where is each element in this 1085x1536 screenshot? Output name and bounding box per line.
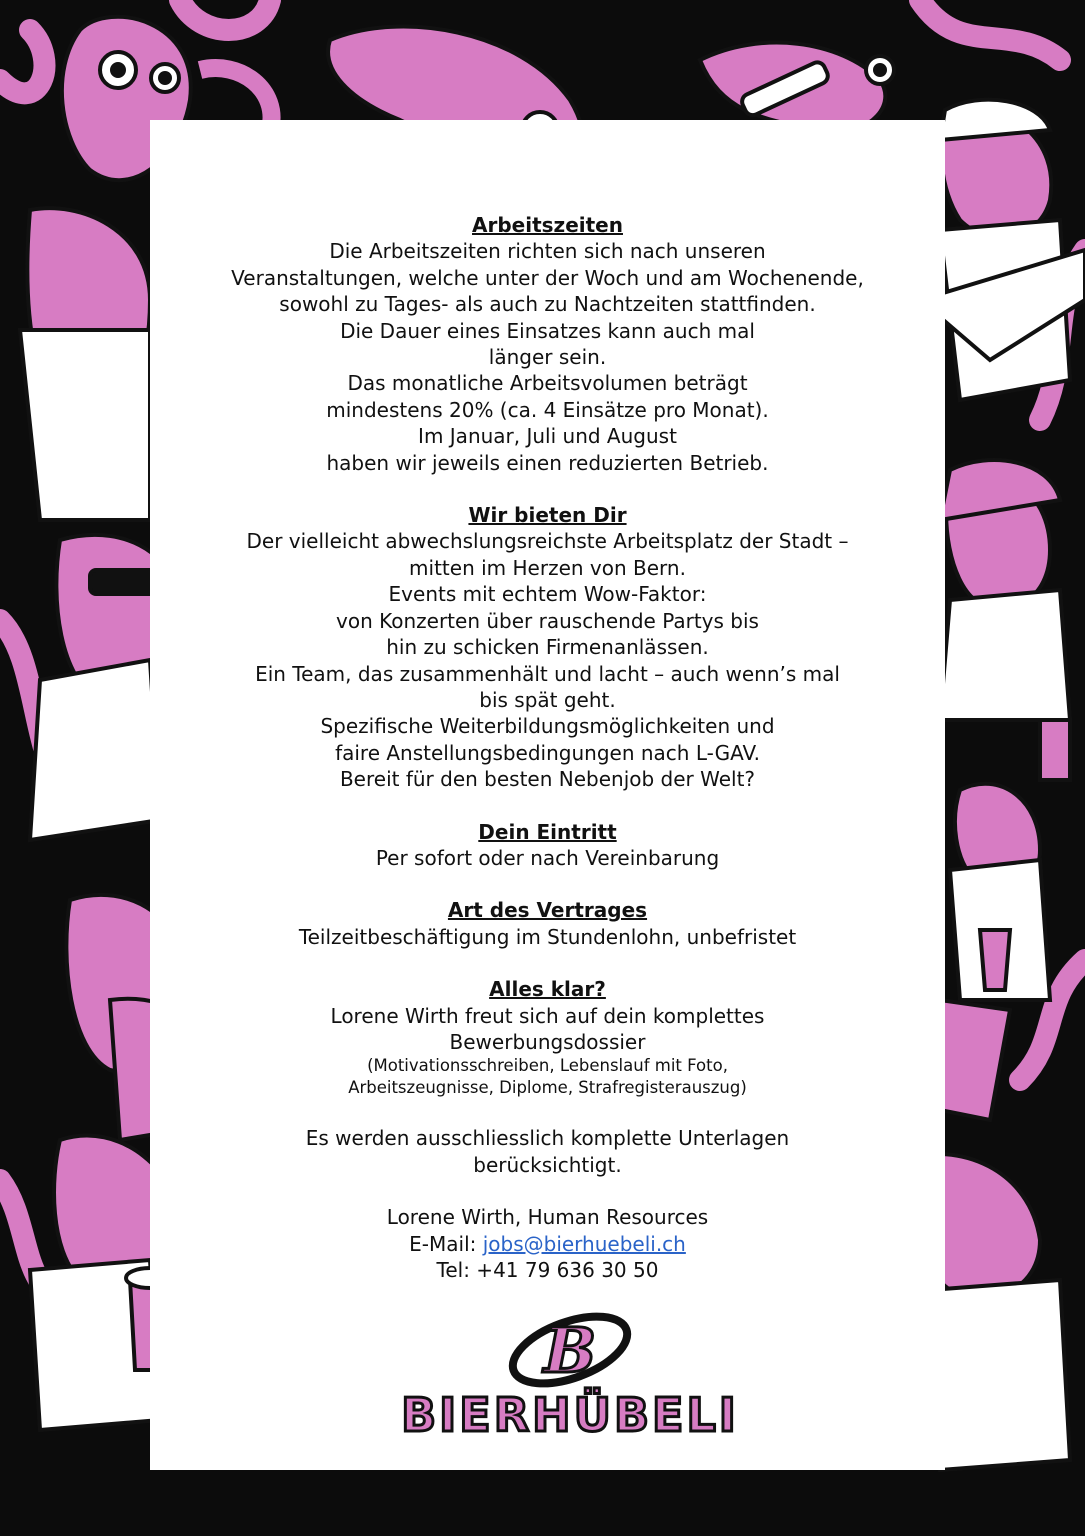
- text-line: Per sofort oder nach Vereinbarung: [375, 845, 720, 870]
- text-line: Spezifische Weiterbildungsmöglichkeiten und: [320, 714, 775, 739]
- section-heading-dein-eintritt: Dein Eintritt: [478, 819, 617, 844]
- text-line: länger sein.: [488, 345, 607, 370]
- section-heading-alles-klar: Alles klar?: [489, 977, 606, 1002]
- notice-line: Es werden ausschliesslich komplette Unterlagen: [305, 1126, 790, 1151]
- email-link[interactable]: jobs@bierhuebeli.ch: [482, 1231, 686, 1256]
- logo-emblem-icon: [375, 1310, 765, 1390]
- text-line: hin zu schicken Firmenanlässen.: [386, 635, 709, 660]
- text-line: sowohl zu Tages- als auch zu Nachtzeiten stattfinden.: [279, 292, 816, 317]
- text-line: Das monatliche Arbeitsvolumen beträgt: [347, 371, 748, 396]
- text-line: Ein Team, das zusammenhält und lacht – auch wenn’s mal: [255, 661, 840, 686]
- text-line: mindestens 20% (ca. 4 Einsätze pro Monat).: [326, 397, 769, 422]
- text-line: Der vielleicht abwechslungsreichste Arbeitsplatz der Stadt –: [246, 529, 849, 554]
- text-line: Bewerbungsdossier: [449, 1029, 646, 1054]
- small-text-line: Arbeitszeugnisse, Diplome, Strafregisterauszug): [348, 1078, 747, 1098]
- bierhuebeli-logo: [375, 1310, 765, 1450]
- section-heading-art-des-vertrages: Art des Vertrages: [447, 898, 648, 923]
- text-line: von Konzerten über rauschende Partys bis: [336, 608, 759, 633]
- text-line: Lorene Wirth freut sich auf dein komplettes: [330, 1003, 765, 1028]
- logo-letter: B: [543, 1314, 597, 1387]
- contact-phone: Tel: +41 79 636 30 50: [436, 1258, 659, 1282]
- small-text-line: (Motivationsschreiben, Lebenslauf mit Foto,: [367, 1056, 728, 1076]
- notice-line: berücksichtigt.: [473, 1152, 622, 1177]
- drink-glass-icon: [980, 930, 1010, 990]
- section-heading-wir-bieten-dir: Wir bieten Dir: [468, 503, 627, 528]
- text-line: Teilzeitbeschäftigung im Stundenlohn, unbefristet: [298, 924, 797, 949]
- text-line: Veranstaltungen, welche unter der Woch und am Wochenende,: [231, 265, 864, 290]
- text-line: haben wir jeweils einen reduzierten Betrieb.: [326, 450, 769, 475]
- text-line: Im Januar, Juli und August: [418, 424, 677, 449]
- contact-email-line: [150, 1231, 945, 1257]
- text-line: mitten im Herzen von Bern.: [409, 555, 686, 580]
- text-line: bis spät geht.: [479, 687, 616, 712]
- job-posting-text: [150, 212, 945, 1283]
- logo-wordmark: BIERHÜBELI: [401, 1388, 739, 1442]
- contact-name: Lorene Wirth, Human Resources: [386, 1205, 709, 1230]
- text-line: Die Arbeitszeiten richten sich nach unseren: [329, 239, 766, 264]
- text-line: Events mit echtem Wow-Faktor:: [388, 582, 707, 607]
- text-line: Die Dauer eines Einsatzes kann auch mal: [340, 318, 755, 343]
- text-line: faire Anstellungsbedingungen nach L-GAV.: [335, 740, 760, 765]
- text-line: Bereit für den besten Nebenjob der Welt?: [339, 767, 756, 792]
- section-heading-arbeitszeiten: Arbeitszeiten: [472, 213, 623, 237]
- email-label: E-Mail:: [409, 1231, 483, 1256]
